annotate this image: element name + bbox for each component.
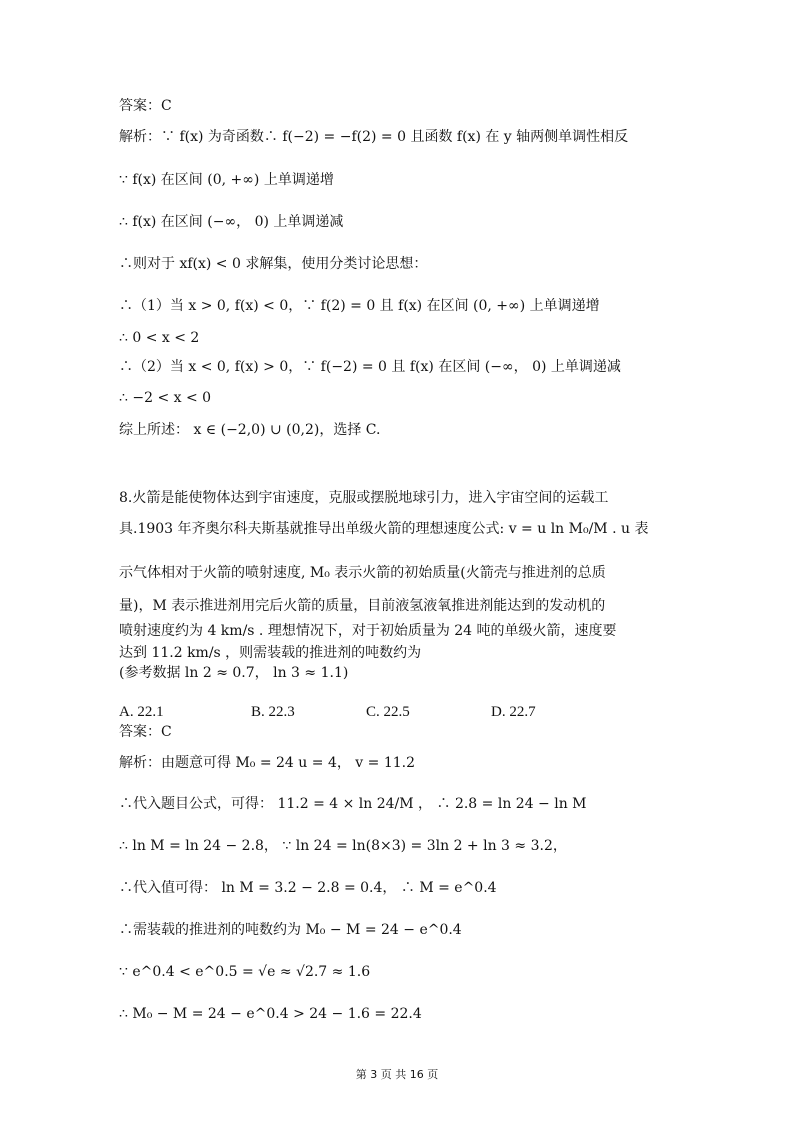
solution-2-line-5: ∴需装载的推进剂的吨数约为 M₀ − M = 24 − e^0.4 [119, 922, 462, 938]
question-8-line-1: 8.火箭是能使物体达到宇宙速度，克服或摆脱地球引力，进入宇宙空间的运载工 [119, 490, 609, 506]
solution-2-line-3: ∴ ln M = ln 24 − 2.8， ∵ ln 24 = ln(8×3) = 3ln 2 + ln 3 ≈ 3.2， [119, 838, 567, 854]
question-8-line-4: 量)，M 表示推进剂用完后火箭的质量，目前液氢液氧推进剂能达到的发动机的 [119, 598, 606, 614]
option-a: A. 22.1 [119, 704, 164, 720]
solution-1-line-7: ∴（2）当 x < 0, f(x) > 0，∵ f(−2) = 0 且 f(x) 在区间 (−∞， 0) 上单调递减 [119, 359, 621, 375]
question-8-line-6: 达到 11.2 km/s ，则需装载的推进剂的吨数约为 [119, 645, 422, 661]
solution-1-line-8: ∴ −2 < x < 0 [119, 390, 212, 406]
page-footer: 第 3 页 共 16 页 [355, 1068, 439, 1081]
solution-2-line-1: 解析：由题意可得 M₀ = 24 u = 4， v = 11.2 [119, 755, 416, 771]
question-8-line-5: 喷射速度约为 4 km/s . 理想情况下，对于初始质量为 24 吨的单级火箭，速度要 [119, 623, 617, 639]
solution-1-line-4: ∴则对于 xf(x) < 0 求解集，使用分类讨论思想： [119, 256, 428, 272]
answer-2: 答案：C [119, 724, 172, 740]
solution-1-line-5: ∴（1）当 x > 0, f(x) < 0，∵ f(2) = 0 且 f(x) 在区间 (0, +∞) 上单调递增 [119, 298, 600, 314]
solution-1-line-2: ∵ f(x) 在区间 (0, +∞) 上单调递增 [119, 172, 334, 188]
option-d: D. 22.7 [491, 704, 536, 720]
question-8-line-2: 具.1903 年齐奥尔科夫斯基就推导出单级火箭的理想速度公式: v = u ln M₀/M . u 表 [119, 521, 649, 537]
solution-1-line-6: ∴ 0 < x < 2 [119, 330, 200, 346]
option-c: C. 22.5 [366, 704, 410, 720]
solution-2-line-4: ∴代入值可得： ln M = 3.2 − 2.8 = 0.4， ∴ M = e^0.4 [119, 880, 497, 896]
question-8-line-3: 示气体相对于火箭的喷射速度, M₀ 表示火箭的初始质量(火箭壳与推进剂的总质 [119, 565, 606, 581]
question-8-line-7: (参考数据 ln 2 ≈ 0.7， ln 3 ≈ 1.1) [119, 665, 349, 681]
answer-1: 答案：C [119, 98, 172, 114]
solution-1-line-1: 解析：∵ f(x) 为奇函数∴ f(−2) = −f(2) = 0 且函数 f(x) 在 y 轴两侧单调性相反 [119, 129, 629, 145]
solution-2-line-2: ∴代入题目公式，可得： 11.2 = 4 × ln 24/M ， ∴ 2.8 = ln 24 − ln M [119, 796, 587, 812]
solution-1-line-3: ∴ f(x) 在区间 (−∞， 0) 上单调递减 [119, 214, 344, 230]
solution-2-line-7: ∴ M₀ − M = 24 − e^0.4 > 24 − 1.6 = 22.4 [119, 1006, 422, 1022]
solution-1-line-9: 综上所述： x ∈ (−2,0) ∪ (0,2)，选择 C. [119, 422, 381, 438]
option-b: B. 22.3 [251, 704, 295, 720]
solution-2-line-6: ∵ e^0.4 < e^0.5 = √e ≈ √2.7 ≈ 1.6 [119, 964, 371, 980]
